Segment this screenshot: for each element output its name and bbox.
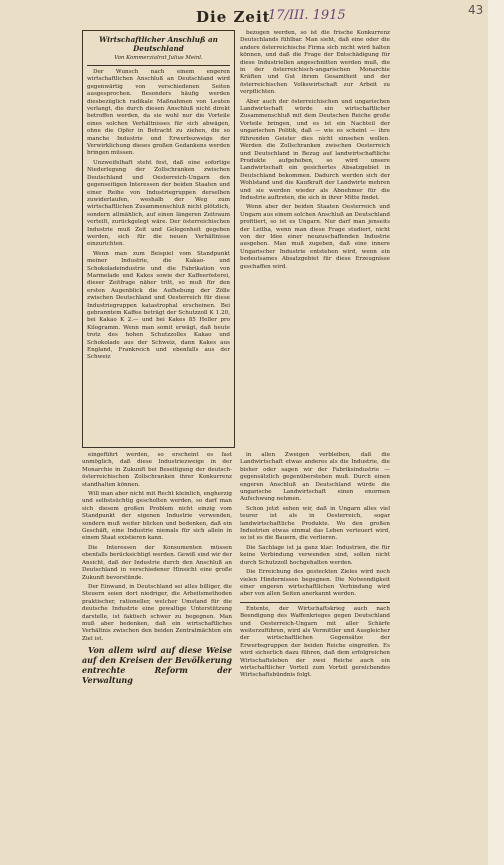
handwritten-date: 17/III. 1915	[268, 8, 346, 23]
paragraph: bezogen werden, so ist die frische Konkurrenz Deutschlands fühlbar. Man sieht, daß eine oder die andere österreichische Firma sich nicht wird halten können, und daß die Frage der Entschädigung für diese Industriellen angeschnitten werden muß, die in der österreichisch-ungarischen Monarchie Kräften und Gut ihrem Gesamtheit und der österreichischen Volkswirtschaft zur Arbeit zu verpflichten.	[240, 30, 390, 96]
paragraph: eingeführt werden, so erscheint es fast unmöglich, daß diese Industriezweige in der Monarchie in Zukunft bei Beseitigung der deutsch-österreichischen Zollschranken ihrer Konkurrenz standhalten können.	[82, 452, 232, 488]
paragraph: Die Interessen der Konsumenten müssen ebenfalls berücksichtigt werden. Gewiß sind wir der Ansicht, daß der Industrie durch den Anschluß an Deutschland in verschiedener Hinsicht eine große Zukunft bevorstünde.	[82, 544, 232, 581]
paragraph: Schon jetzt sehen wir, daß in Ungarn alles viel teurer ist als in Oesterreich, sogar landwirtschaftliche Produkte. Wo den großen Industrien etwas einmal das Leben verteuert wird, so ist es die Bauern, die verlieren.	[240, 505, 390, 542]
section-rule	[240, 602, 390, 603]
newspaper-masthead: Die Zeit	[196, 8, 271, 26]
article-column-4	[240, 452, 390, 852]
paragraph: Die Erreichung des gesteckten Zieles wird noch vielen Hindernissen begegnen. Die Notwendigkeit einer engeren wirtschaftlichen Verbindung wird aber von allen Seiten anerkannt werden.	[240, 569, 390, 598]
folder-margin	[488, 0, 504, 865]
paragraph: Der Einwand, in Deutschland sei alles billiger, die Steuern seien dort niedriger, die Arbeitsmethoden praktischer, rationeller, welcher Umstand für die deutsche Industrie eine gewaltige Unterstützung darstelle, ist faktisch schwer zu begegnen. Man muß aber bedenken, daß ein wirtschaftliches Verhältnis zwischen den beiden Zentralmächten ein Ziel ist.	[82, 583, 232, 642]
archive-number: 43	[468, 3, 484, 17]
paragraph: Wenn man zum Beispiel vom Standpunkt meiner Industrie, die Kakao- und Schokoladeindustrie und die Fabrikation von Marmelade und Kakes sowie der Kaffeerösterei, dieser Zeitfrage näher tritt, so muß für den ersten Augenblick die Aufhebung der Zölle zwischen Deutschland und Oesterreich für diese Industriegruppen katastrophal erscheinen. Bei gebranntem Kaffee beträgt der Schutzzoll K 1.20, bei Kakao K 2.— und bei Kakes 85 Heller pro Kilogramm. Wenn man somit erwägt, daß heute trotz des hohen Schutzzolles Kakao und Schokolade aus der Schweiz, dann Kakes aus England, Frankreich und ebenfalls aus der Schweiz	[87, 250, 230, 361]
paragraph: Der Wunsch nach einem engeren wirtschaftlichen Anschluß an Deutschland wird gegenwärtig von verschiedenen Seiten ausgesprochen. Besonders häufig werden diesbezüglich radikale Maßnahmen von Leuten verlangt, die durch diesen Anschluß nicht direkt betroffen werden, da sie wohl nur die Vorteile eines solchen Verhältnisses für sich abwägen, ohne die Opfer in Betracht zu ziehen, die so manche Industrie und Erwerbszweige der Verwirklichung dieses großen Gedankens werden bringen müssen.	[87, 69, 230, 157]
paragraph: Von allem wird auf diese Weise auf den Kreisen der Bevölkerung entrechte Reform der Verwaltung	[82, 645, 232, 686]
paragraph: Will man aber nicht mit Recht kleinlich, engherzig und selbstsüchtig gescholten werden, so darf man sich diesem großen Problem nicht einzig vom Standpunkt der eigenen Industrie verwenden, sondern muß weiter blicken und bedenken, daß ein Geschäft, eine Industrie niemals für sich allein in einem Staat existieren kann.	[82, 491, 232, 542]
paragraph: Die Sachlage ist ja ganz klar: Industrien, die für keine Verbindung verwenden sind, sollen nicht durch Schutzzoll hochgehalten werden.	[240, 544, 390, 566]
article-title: Wirtschaftlicher Anschluß an Deutschland	[99, 35, 218, 53]
title-rule	[87, 65, 230, 66]
article-column-1	[82, 30, 235, 448]
paragraph: Entente, der Wirtschaftskrieg auch nach Beendigung des Waffenkrieges gegen Deutschland und Oesterreich-Ungarn mit aller Schärfe weiterzuführen, wird als Vermittler und Ausgleicher der wirtschaftlichen Gegensätze der Erwerbsgruppen der beiden Reiche eingreifen. Es wird sicherlich dazu führen, daß dem erfolgreichen Wirtschaftsleben der zwei Reiche auch ein wirtschaftlicher Vorteil zum Vorteil gereichendes Wirtschaftsbündnis folgt.	[240, 605, 390, 679]
article-author: Von Kommerzialrat Julius Meinl.	[114, 55, 203, 61]
paragraph: Unzweifelhaft steht fest, daß eine sofortige Niederlegung der Zollschranken zwischen Deutschland und Oesterreich-Ungarn den gegenseitigen Interessen der beiden Staaten und einer Reihe von Industriegruppen derselben zuwiderlaufen, weshalb der Weg zum wirtschaftlichen Zusammenschluß nicht plötzlich, sondern allmählich, auf einen längeren Zeitraum verteilt, zurückgelegt wäre. Der österreichischen Industrie muß Zeit und Gelegenheit gegeben werden, sich für die neuen Verhältnisse einzurichten.	[87, 159, 230, 248]
paragraph: Wenn aber der beiden Staaten Oesterreich und Ungarn aus einem solchen Anschluß an Deutschland profitiert, so ist es Ungarn. Nur darf man jenseits der Leitha, wenn man diese Frage studiert, nicht von der Idee einer neuzuschaffenden Industrie ausgehen. Man muß zugeben, daß eine innere Ungarischer Industrie entstehen wird, wenn ein bedeutsames Absatzgebiet für diese Erzeugnisse geschaffen wird.	[240, 204, 390, 270]
article-column-3	[82, 452, 232, 852]
paragraph: Aber auch der österreichischen und ungarischen Landwirtschaft würde ein wirtschaftlicher Zusammenschluß mit dem Deutschen Reiche große Vorteile bringen, und es ist ein Nachteil der ungarischen Politik, daß — wie es scheint — ihre führenden Geister dies nicht einsehen wollen. Werden die Zollschranken zwischen Oesterreich und Deutschland in Bezug auf landwirtschaftliche Produkte aufgehoben, so wird unsere Landwirtschaft ein gesichertes Absatzgebiet in Deutschland bekommen. Dadurch werden sich der Wohlstand und die Kaufkraft der Landwirte mehren und sie werden wieder als Abnehmer für die Industrie auftreten, die sich in ihrer Mitte findet.	[240, 98, 390, 201]
article-column-2	[240, 30, 390, 448]
paragraph: in allen Zweigen verbleiben, daß die Landwirtschaft etwas anderes als die Industrie, die bisher oder sagen wir der Fabriksindustrie — gegensätzlich gegenüberstehen muß. Durch einen engeren Anschluß an Deutschland würde die ungarische Landwirtschaft einen enormen Aufschwung nehmen.	[240, 452, 390, 503]
